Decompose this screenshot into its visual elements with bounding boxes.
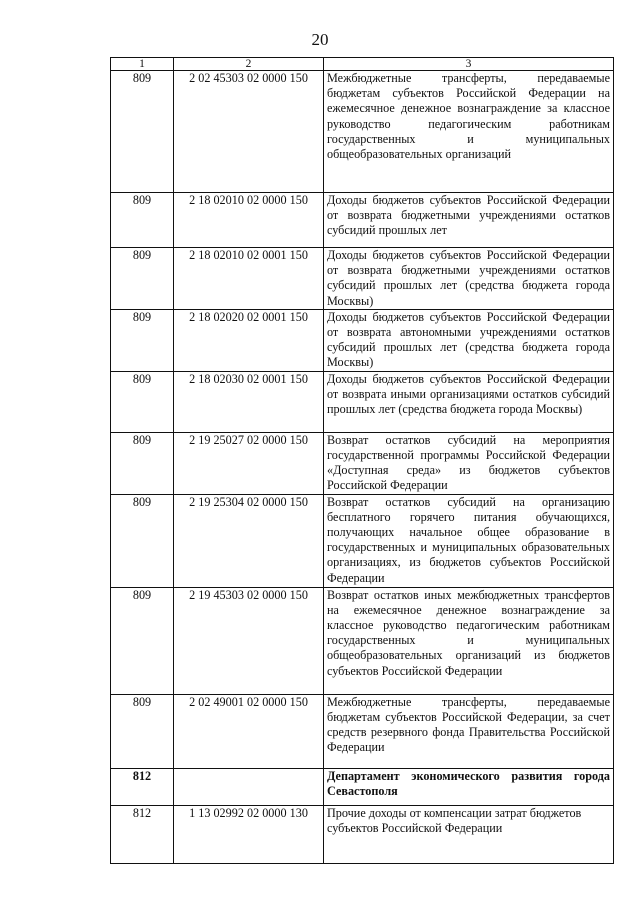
admin-code-cell: 809 <box>111 587 174 694</box>
kbk-code-cell: 2 18 02020 02 0001 150 <box>174 309 324 371</box>
kbk-code-cell: 2 19 45303 02 0000 150 <box>174 587 324 694</box>
admin-code-cell: 809 <box>111 71 174 193</box>
admin-code-cell: 809 <box>111 371 174 432</box>
kbk-code-cell: 2 02 45303 02 0000 150 <box>174 71 324 193</box>
column-header-1: 1 <box>111 58 174 71</box>
column-header-3: 3 <box>324 58 614 71</box>
kbk-code-cell: 2 18 02010 02 0000 150 <box>174 193 324 248</box>
kbk-code-cell: 2 18 02010 02 0001 150 <box>174 248 324 310</box>
column-header-2: 2 <box>174 58 324 71</box>
description-cell: Доходы бюджетов субъектов Российской Федерации от возврата бюджетными учреждениями остатков субсидий прошлых лет <box>324 193 614 248</box>
admin-code-cell: 809 <box>111 248 174 310</box>
table-row <box>111 248 614 310</box>
table-row <box>111 587 614 694</box>
admin-code-cell: 809 <box>111 694 174 768</box>
description-cell: Возврат остатков субсидий на организацию бесплатного горячего питания обучающихся, получающих начальное общее образование в государственных и муниципальных образовательных организациях, из бюджетов субъектов Российской Федерации <box>324 494 614 587</box>
description-cell: Прочие доходы от компенсации затрат бюджетов субъектов Российской Федерации <box>324 805 614 863</box>
table-header-row <box>111 58 614 71</box>
description-cell: Доходы бюджетов субъектов Российской Федерации от возврата иными организациями остатков субсидий прошлых лет (средства бюджета города Москвы) <box>324 371 614 432</box>
admin-code-cell: 809 <box>111 432 174 494</box>
kbk-code-cell: 2 19 25304 02 0000 150 <box>174 494 324 587</box>
table-row <box>111 193 614 248</box>
kbk-code-cell: 2 02 49001 02 0000 150 <box>174 694 324 768</box>
department-name-cell: Департамент экономического развития города Севастополя <box>324 768 614 805</box>
description-cell: Возврат остатков иных межбюджетных трансфертов на ежемесячное денежное вознаграждение за классное руководство педагогическим работникам государственных и муниципальных общеобразовательных организаций из бюджетов субъектов Российской Федерации <box>324 587 614 694</box>
table-row <box>111 371 614 432</box>
description-cell: Доходы бюджетов субъектов Российской Федерации от возврата бюджетными учреждениями остатков субсидий прошлых лет (средства бюджета города Москвы) <box>324 248 614 310</box>
revenue-codes-table <box>110 57 614 864</box>
kbk-code-cell: 2 18 02030 02 0001 150 <box>174 371 324 432</box>
admin-code-cell: 812 <box>111 768 174 805</box>
kbk-code-cell <box>174 768 324 805</box>
description-cell: Доходы бюджетов субъектов Российской Федерации от возврата автономными учреждениями остатков субсидий прошлых лет (средства бюджета города Москвы) <box>324 309 614 371</box>
table-row <box>111 309 614 371</box>
kbk-code-cell: 2 19 25027 02 0000 150 <box>174 432 324 494</box>
table-row <box>111 71 614 193</box>
admin-code-cell: 809 <box>111 193 174 248</box>
kbk-code-cell: 1 13 02992 02 0000 130 <box>174 805 324 863</box>
description-cell: Межбюджетные трансферты, передаваемые бюджетам субъектов Российской Федерации, за счет средств резервного фонда Правительства Российской Федерации <box>324 694 614 768</box>
description-cell: Возврат остатков субсидий на мероприятия государственной программы Российской Федерации «Доступная среда» из бюджетов субъектов Российской Федерации <box>324 432 614 494</box>
page-number: 20 <box>311 30 329 49</box>
description-cell: Межбюджетные трансферты, передаваемые бюджетам субъектов Российской Федерации на ежемесячное денежное вознаграждение за классное руководство педагогическим работникам государственных и муниципальных общеобразовательных организаций <box>324 71 614 193</box>
admin-code-cell: 812 <box>111 805 174 863</box>
table-row-department <box>111 768 614 805</box>
table-row <box>111 494 614 587</box>
table-row <box>111 805 614 863</box>
table-row <box>111 694 614 768</box>
table-row <box>111 432 614 494</box>
admin-code-cell: 809 <box>111 309 174 371</box>
admin-code-cell: 809 <box>111 494 174 587</box>
